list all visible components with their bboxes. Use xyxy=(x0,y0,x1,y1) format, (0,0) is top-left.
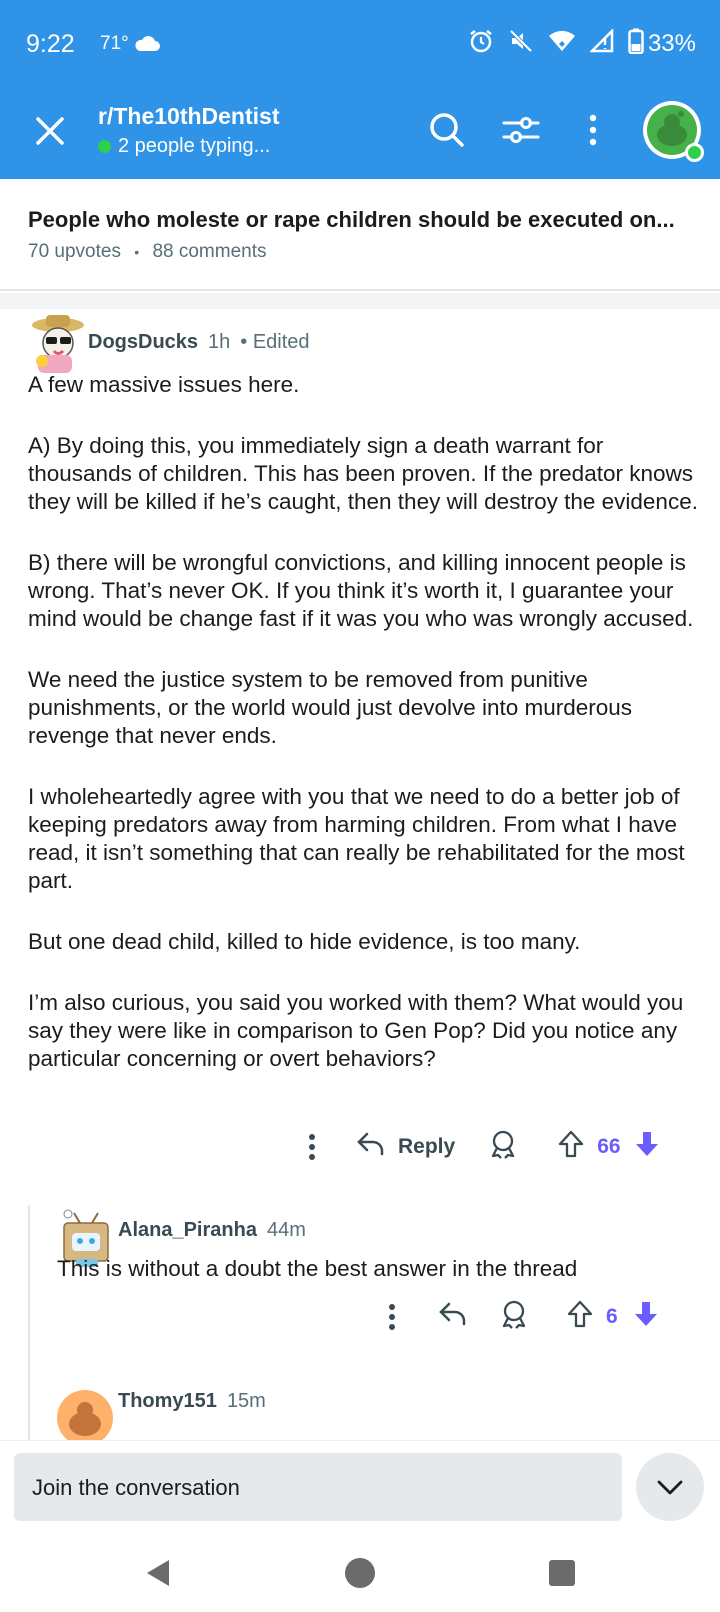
post-header[interactable] xyxy=(0,179,720,291)
reply-icon xyxy=(356,1131,386,1163)
subreddit-name[interactable]: r/The10thDentist xyxy=(98,103,280,129)
back-icon[interactable] xyxy=(143,1558,173,1593)
comment-paragraph: A) By doing this, you immediately sign a death warrant for thousands of children. This has been proven. If the predator knows they will be killed if he’s caught, then they will destroy the evidence. xyxy=(28,433,698,514)
sort-filter-icon[interactable] xyxy=(500,109,542,151)
comment-reply xyxy=(0,1390,720,1440)
search-icon[interactable] xyxy=(426,109,468,151)
wifi-icon xyxy=(548,29,576,58)
vote-count: 6 xyxy=(606,1305,618,1328)
comment-header xyxy=(88,331,310,354)
join-conversation-bar xyxy=(0,1440,720,1530)
typing-text: 2 people typing... xyxy=(118,135,271,157)
comment-body xyxy=(57,1255,697,1283)
comment xyxy=(0,309,720,1189)
cloud-icon xyxy=(134,34,160,57)
award-icon[interactable] xyxy=(500,1299,528,1335)
comment-paragraph: A few massive issues here. xyxy=(28,372,300,397)
commenter-avatar[interactable] xyxy=(24,313,86,375)
battery-icon xyxy=(628,28,644,59)
comment-header xyxy=(118,1390,266,1413)
comment-paragraph: B) there will be wrongful convictions, and killing innocent people is wrong. That’s never OK. If you think it’s worth it, I guarantee your mind would be change fast if it was you who was wrongly accused. xyxy=(28,550,694,631)
signal-icon xyxy=(590,29,614,58)
section-divider xyxy=(0,293,720,309)
upvote-count: 70 upvotes xyxy=(28,241,121,262)
recents-icon[interactable] xyxy=(548,1559,576,1592)
vote-count: 66 xyxy=(597,1135,621,1158)
join-conversation-input[interactable]: Join the conversation xyxy=(14,1453,622,1521)
status-bar xyxy=(0,0,720,90)
online-status-dot xyxy=(685,143,704,162)
downvote-icon[interactable] xyxy=(632,1299,660,1335)
alarm-icon xyxy=(468,28,494,59)
comment-author[interactable]: DogsDucks xyxy=(88,331,199,353)
chevron-down-icon xyxy=(656,1475,684,1504)
downvote-icon[interactable] xyxy=(633,1129,661,1165)
comment-header xyxy=(118,1219,306,1242)
comment-count: 88 comments xyxy=(152,241,267,262)
close-icon[interactable] xyxy=(30,111,70,151)
comment-actions xyxy=(370,1297,660,1337)
more-options-icon[interactable] xyxy=(572,109,614,151)
top-app-bar xyxy=(0,0,720,179)
comment-body xyxy=(28,371,698,1106)
battery-percent: 33% xyxy=(647,29,696,57)
reply-label: Reply xyxy=(398,1135,456,1158)
upvote-icon xyxy=(557,1129,585,1165)
comment-time: 1h xyxy=(208,331,231,353)
subreddit-header xyxy=(0,95,720,179)
edited-label: • Edited xyxy=(240,331,310,353)
comment-paragraph: I wholeheartedly agree with you that we need to do a better job of keeping predators away from harming children. From what I have read, it isn’t something that can really be rehabilitated for the most part. xyxy=(28,784,685,893)
user-avatar[interactable] xyxy=(643,101,701,159)
status-temperature: 71° xyxy=(100,33,129,54)
comment-author[interactable]: Thomy151 xyxy=(118,1390,217,1412)
more-options-icon[interactable] xyxy=(290,1133,334,1161)
reply-button[interactable] xyxy=(356,1131,455,1163)
comment-time: 44m xyxy=(266,1219,306,1241)
online-dot xyxy=(98,140,111,153)
upvote-icon xyxy=(566,1299,594,1335)
system-nav-bar xyxy=(0,1530,720,1612)
status-time: 9:22 xyxy=(26,30,75,58)
comment-paragraph: I’m also curious, you said you worked with them? What would you say they were like in comparison to Gen Pop? Did you notice any particular concerning or overt behaviors? xyxy=(28,990,684,1071)
comment-reply xyxy=(0,1205,720,1365)
comment-time: 15m xyxy=(226,1390,266,1412)
comment-paragraph: But one dead child, killed to hide evidence, is too many. xyxy=(28,929,581,954)
post-meta xyxy=(28,241,266,263)
expand-button[interactable] xyxy=(636,1453,704,1521)
meta-separator: • xyxy=(134,244,140,260)
post-title[interactable]: People who moleste or rape children should be executed on... xyxy=(28,207,675,232)
comment-paragraph: We need the justice system to be removed from punitive punishments, or the world would just devolve into murderous revenge that never ends. xyxy=(28,667,633,748)
more-options-icon[interactable] xyxy=(370,1303,414,1331)
reply-icon[interactable] xyxy=(438,1301,468,1333)
comment-paragraph: This is without a doubt the best answer in the thread xyxy=(57,1256,578,1281)
home-icon[interactable] xyxy=(344,1557,376,1594)
upvote-button[interactable] xyxy=(557,1129,620,1165)
commenter-avatar[interactable] xyxy=(57,1390,113,1440)
typing-indicator xyxy=(98,135,270,158)
mute-icon xyxy=(508,28,534,59)
comment-author[interactable]: Alana_Piranha xyxy=(118,1219,257,1241)
upvote-button[interactable] xyxy=(566,1299,618,1335)
comment-actions xyxy=(290,1127,661,1167)
award-icon[interactable] xyxy=(489,1129,517,1165)
